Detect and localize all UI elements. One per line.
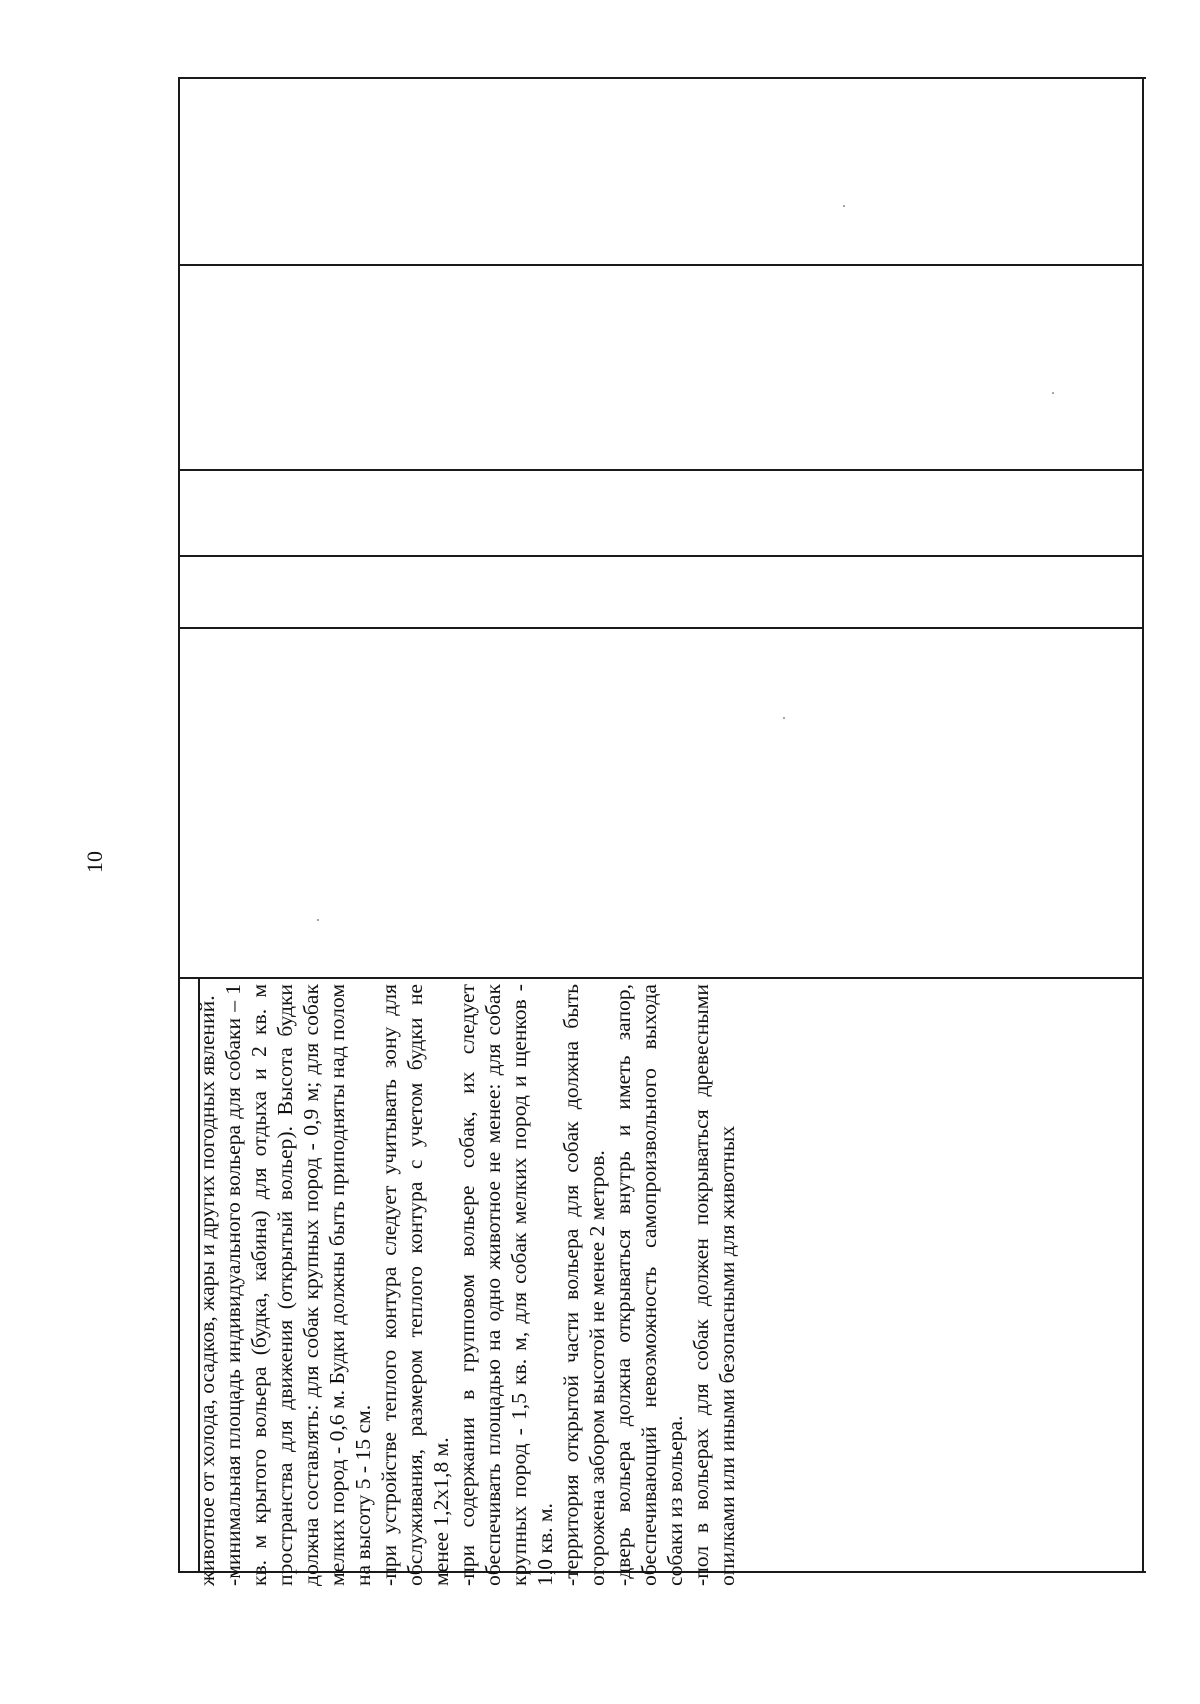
table-column-divider-3 xyxy=(178,555,1144,557)
cell-paragraph: -минимальная площадь индивидуального вольера для собаки – 1 кв. м крытого вольера (будка, кабина) для отдыха и 2 кв. м пространства для движения (открытый вольер). Высота будки должна составлять: для собак крупных пород - 0,9 м; для собак мелких пород - 0,6 м. Будки должны быть приподняты над полом на высоту 5 - 15 см. xyxy=(221,984,375,1586)
cell-paragraph: -при устройстве теплого контура следует учитывать зону для обслуживания, размером теплого контура с учетом будки не менее 1,2х1,8 м. xyxy=(377,984,453,1586)
scan-speck xyxy=(783,717,785,719)
cell-paragraph: -пол в вольерах для собак должен покрываться древесными опилками или иными безопасными для животных xyxy=(689,984,739,1586)
table-cell-empty-2 xyxy=(182,268,1138,468)
table-border-top xyxy=(178,77,1146,79)
cell-paragraph: -дверь вольера должна открываться внутрь и иметь запор, обеспечивающий невозможность самопроизвольного выхода собаки из вольера. xyxy=(611,984,687,1586)
table-border-left xyxy=(178,77,180,1573)
table-cell-empty-5 xyxy=(182,631,1138,976)
page-number: 10 xyxy=(82,851,107,873)
table-cell-empty-3 xyxy=(182,473,1138,555)
scan-speck xyxy=(1052,392,1054,394)
scan-speck xyxy=(843,205,845,207)
cell-paragraph: -при содержании в групповом вольере собак, их следует обеспечивать площадью на одно животное не менее: для собак крупных пород - 1,5 кв. м, для собак мелких пород и щенков - 1,0 кв. м. xyxy=(455,984,557,1586)
table-column-divider-4 xyxy=(178,627,1144,629)
table-column-divider-2 xyxy=(178,469,1144,471)
table-column-divider-5 xyxy=(178,977,1144,979)
scan-speck xyxy=(317,919,319,921)
table-cell-empty-4 xyxy=(182,559,1138,626)
cell-paragraph: -территория открытой части вольера для собак должна быть огорожена забором высотой не менее 2 метров. xyxy=(559,984,609,1586)
table-column-divider-1 xyxy=(178,264,1144,266)
table-cell-empty-1 xyxy=(182,81,1138,264)
cell-paragraph: животное от холода, осадков, жары и других погодных явлений. xyxy=(195,995,219,1586)
table-text-cell xyxy=(194,984,818,1586)
table-border-right xyxy=(1142,77,1144,1573)
